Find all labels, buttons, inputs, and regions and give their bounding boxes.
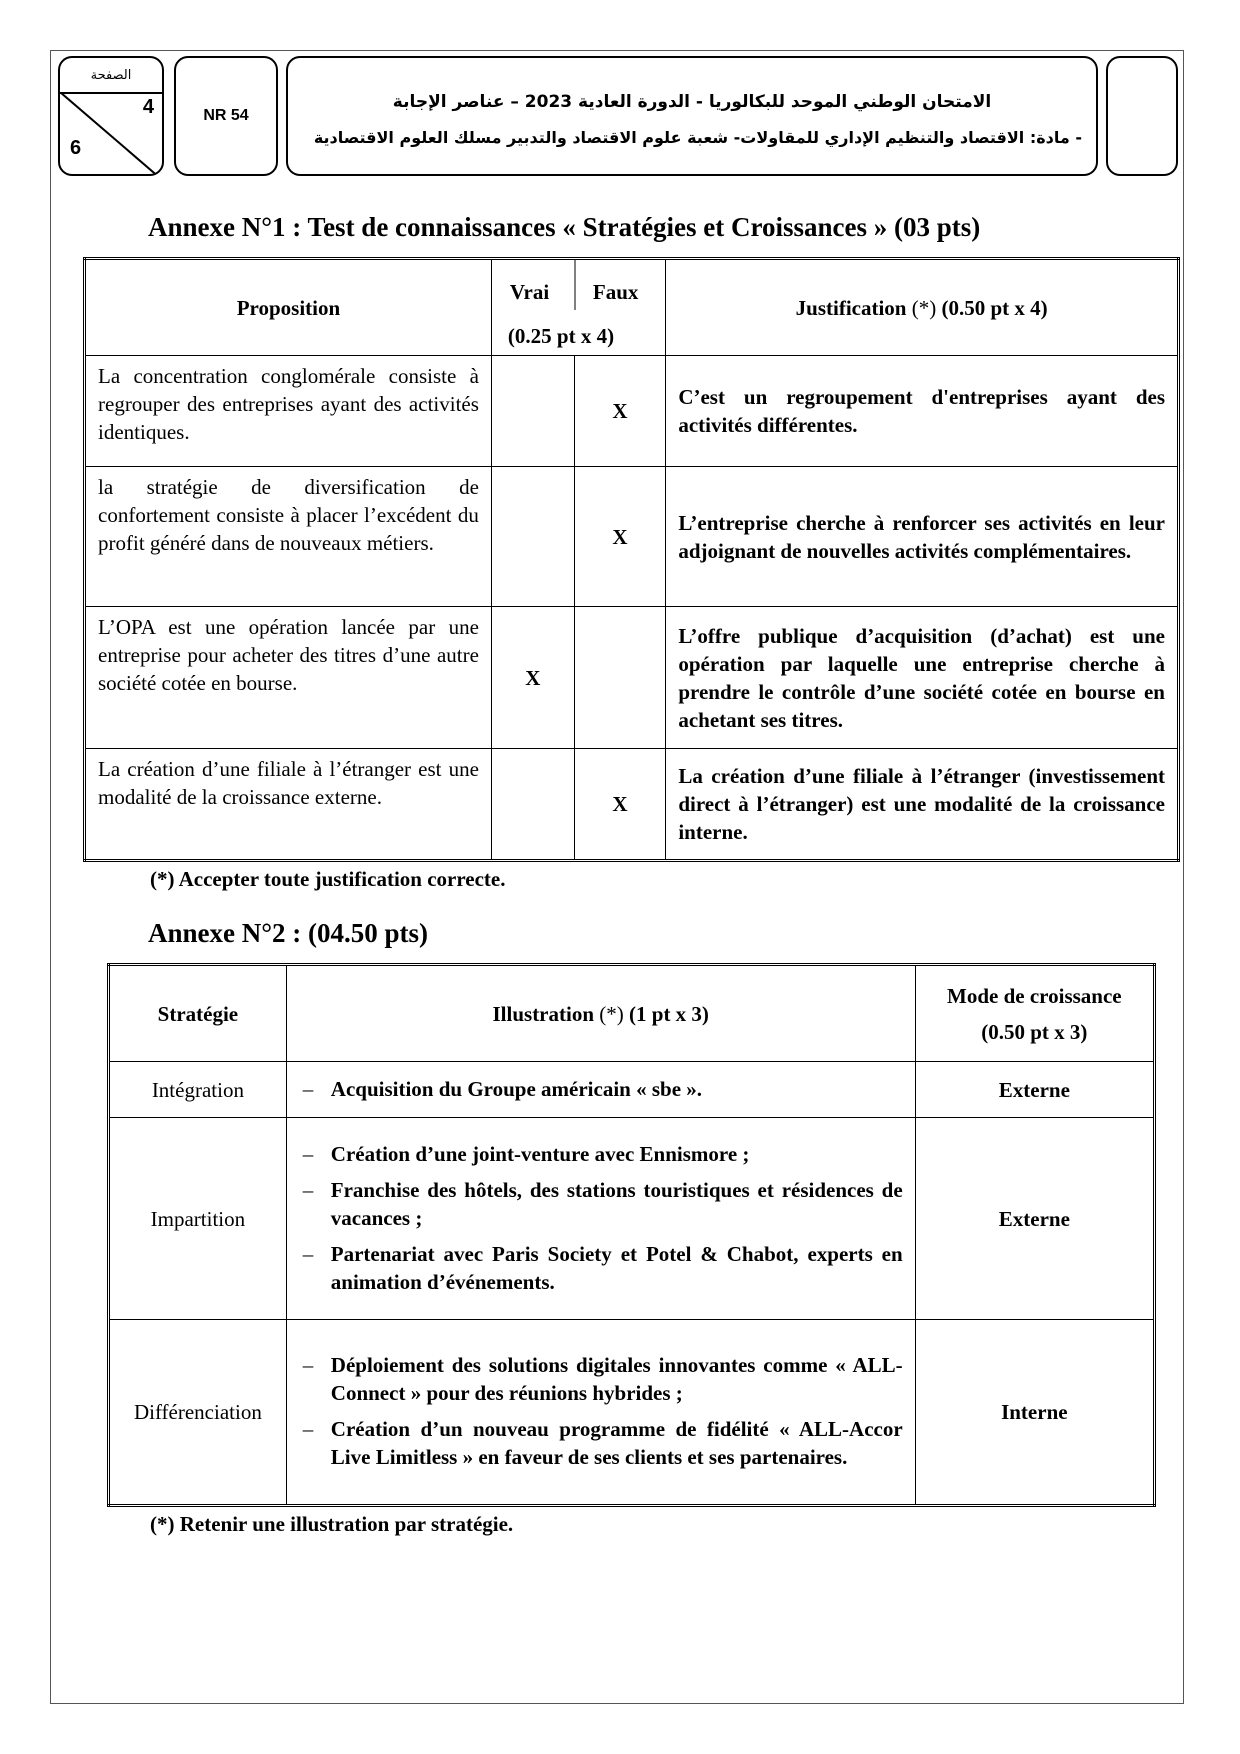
page-label: الصفحة <box>60 58 162 94</box>
table-row <box>85 467 1179 607</box>
illustration-item <box>299 1415 903 1471</box>
proposition-cell: La concentration conglomérale consiste à regrouper des entreprises ayant des activités identiques. <box>85 356 492 467</box>
header-justification-star: (*) <box>911 295 937 320</box>
annex2-table <box>107 963 1156 1507</box>
header-illustration-label: Illustration <box>492 1001 595 1026</box>
header-vrai-faux <box>491 259 665 356</box>
header-illustration-star: (*) <box>599 1001 624 1026</box>
justification-cell: C’est un regroupement d'entreprises ayant des activités différentes. <box>666 356 1179 467</box>
header-justification-points: (0.50 pt x 4) <box>941 295 1048 320</box>
page-current: 4 <box>142 96 154 118</box>
vrai-cell <box>491 467 574 607</box>
exam-title-box <box>286 56 1098 176</box>
table-row <box>109 1118 1155 1320</box>
illustration-item <box>299 1140 903 1168</box>
annex1-header-row <box>85 259 1179 356</box>
header-illustration-points: (1 pt x 3) <box>629 1001 709 1026</box>
mode-cell: Externe <box>915 1118 1154 1320</box>
illustration-text: Franchise des hôtels, des stations touristiques et résidences de vacances ; <box>330 1177 903 1230</box>
illustration-cell <box>286 1118 915 1320</box>
vf-divider <box>574 260 576 310</box>
annex2-note: (*) Retenir une illustration par stratégie. <box>150 1512 514 1536</box>
justification-cell: L’offre publique d’acquisition (d’achat) est une opération par laquelle une entreprise cherche à prendre le contrôle d’une société cotée en bourse en achetant ses titres. <box>666 607 1179 749</box>
page-total: 6 <box>70 137 82 159</box>
mode-cell: Externe <box>915 1062 1154 1118</box>
illustration-item <box>299 1075 903 1103</box>
table-row <box>85 749 1179 861</box>
faux-cell: X <box>574 356 666 467</box>
exam-code: NR 54 <box>203 107 249 124</box>
strategie-cell: Différenciation <box>109 1320 287 1506</box>
dash-bullet: – <box>302 1177 314 1202</box>
illustration-item <box>299 1240 903 1296</box>
table-row <box>85 607 1179 749</box>
dash-bullet: – <box>302 1417 314 1441</box>
dash-bullet: – <box>302 1353 314 1377</box>
dash-bullet: – <box>302 1076 314 1101</box>
illustration-cell <box>286 1062 915 1118</box>
illustration-text: Acquisition du Groupe américain « sbe ». <box>330 1076 703 1101</box>
vrai-cell <box>491 749 574 861</box>
illustration-text: Création d’un nouveau programme de fidélité « ALL-Accor Live Limitless » en faveur de ses clients et ses partenaires. <box>330 1417 903 1469</box>
header-proposition: Proposition <box>85 259 492 356</box>
proposition-cell: la stratégie de diversification de confortement consiste à placer l’excédent du profit généré dans de nouveaux métiers. <box>85 467 492 607</box>
exam-code-box <box>174 56 278 176</box>
header-illustration <box>286 965 915 1062</box>
header-justification-label: Justification <box>795 295 907 320</box>
annex2-title: Annexe N°2 : (04.50 pts) <box>148 918 429 948</box>
table-row <box>109 1062 1155 1118</box>
justification-cell: La création d’une filiale à l’étranger (investissement direct à l’étranger) est une modalité de la croissance interne. <box>666 749 1179 861</box>
blank-box <box>1106 56 1178 176</box>
proposition-cell: La création d’une filiale à l’étranger est une modalité de la croissance externe. <box>85 749 492 861</box>
strategie-cell: Intégration <box>109 1062 287 1118</box>
header-mode-label: Mode de croissance <box>947 983 1122 1008</box>
header-vf-points: (0.25 pt x 4) <box>507 324 615 348</box>
header-vrai: Vrai <box>509 280 550 304</box>
illustration-text: Déploiement des solutions digitales innovantes comme « ALL-Connect » pour des réunions hybrides ; <box>330 1353 903 1405</box>
vrai-cell: X <box>491 607 574 749</box>
table-row <box>109 1320 1155 1506</box>
strategie-cell: Impartition <box>109 1118 287 1320</box>
annex1-table <box>83 257 1180 862</box>
header-mode-points: (0.50 pt x 3) <box>981 1019 1088 1044</box>
illustration-item <box>299 1176 903 1232</box>
header-faux: Faux <box>592 280 639 304</box>
mode-cell: Interne <box>915 1320 1154 1506</box>
annex1-title: Annexe N°1 : Test de connaissances « Stratégies et Croissances » (03 pts) <box>148 212 981 242</box>
illustration-text: Création d’une joint-venture avec Ennismore ; <box>330 1141 750 1166</box>
justification-cell: L’entreprise cherche à renforcer ses activités en leur adjoignant de nouvelles activités complémentaires. <box>666 467 1179 607</box>
table-row <box>85 356 1179 467</box>
illustration-text: Partenariat avec Paris Society et Potel & Chabot, experts en animation d’événements. <box>330 1241 903 1294</box>
faux-cell: X <box>574 749 666 861</box>
illustration-item <box>299 1351 903 1407</box>
header-mode <box>915 965 1154 1062</box>
page-number-box <box>58 56 164 176</box>
exam-subject: - مادة: الاقتصاد والتنظيم الإداري للمقاولات- شعبة علوم الاقتصاد والتدبير مسلك العلوم الاقتصادية <box>313 128 1082 147</box>
vrai-cell <box>491 356 574 467</box>
proposition-cell: L’OPA est une opération lancée par une entreprise pour acheter des titres d’une autre société cotée en bourse. <box>85 607 492 749</box>
dash-bullet: – <box>302 1241 314 1266</box>
dash-bullet: – <box>302 1141 314 1166</box>
illustration-cell <box>286 1320 915 1506</box>
faux-cell <box>574 607 666 749</box>
annex1-note: (*) Accepter toute justification correcte. <box>150 867 506 891</box>
exam-title: الامتحان الوطني الموحد للبكالوريا - الدورة العادية 2023 – عناصر الإجابة <box>392 92 992 112</box>
faux-cell: X <box>574 467 666 607</box>
header-strategie: Stratégie <box>109 965 287 1062</box>
header-justification <box>666 259 1179 356</box>
annex2-header-row <box>109 965 1155 1062</box>
